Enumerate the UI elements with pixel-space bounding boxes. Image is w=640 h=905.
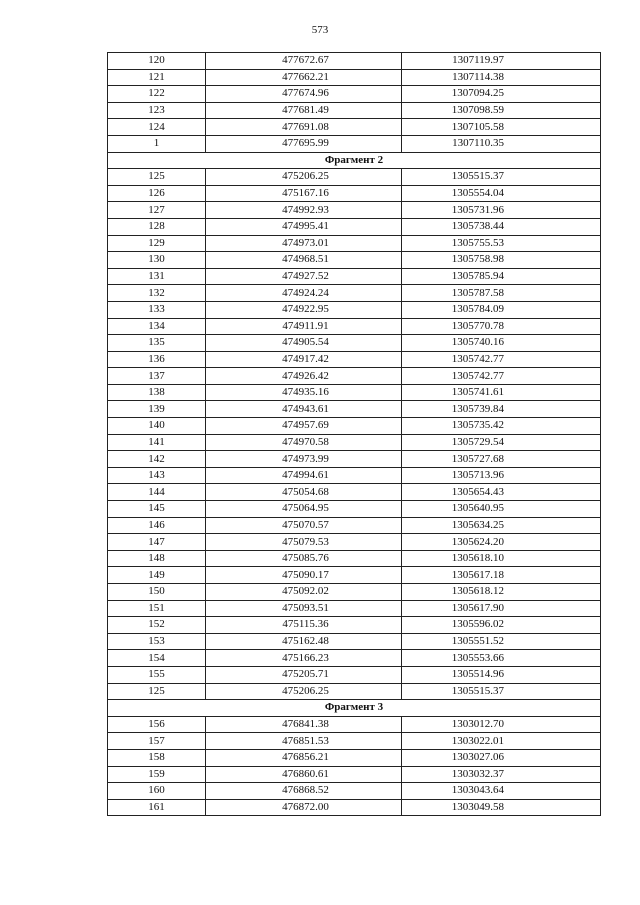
fragment-title: Фрагмент 3 bbox=[108, 700, 601, 717]
x-coordinate-cell: 474957.69 bbox=[206, 418, 402, 435]
y-coordinate-cell: 1305596.02 bbox=[402, 617, 601, 634]
fragment-header-row bbox=[108, 700, 601, 717]
point-number-cell: 143 bbox=[108, 467, 206, 484]
y-coordinate-cell: 1305740.16 bbox=[402, 335, 601, 352]
y-coordinate-cell: 1307114.38 bbox=[402, 69, 601, 86]
table-row bbox=[108, 368, 601, 385]
x-coordinate-cell: 475090.17 bbox=[206, 567, 402, 584]
y-coordinate-cell: 1303043.64 bbox=[402, 783, 601, 800]
x-coordinate-cell: 475115.36 bbox=[206, 617, 402, 634]
table-row bbox=[108, 600, 601, 617]
table-row bbox=[108, 584, 601, 601]
y-coordinate-cell: 1307098.59 bbox=[402, 102, 601, 119]
y-coordinate-cell: 1305634.25 bbox=[402, 517, 601, 534]
x-coordinate-cell: 477674.96 bbox=[206, 86, 402, 103]
point-number-cell: 159 bbox=[108, 766, 206, 783]
x-coordinate-cell: 475166.23 bbox=[206, 650, 402, 667]
x-coordinate-cell: 474973.99 bbox=[206, 451, 402, 468]
x-coordinate-cell: 474970.58 bbox=[206, 434, 402, 451]
table-row bbox=[108, 53, 601, 70]
table-row bbox=[108, 716, 601, 733]
table-row bbox=[108, 666, 601, 683]
point-number-cell: 140 bbox=[108, 418, 206, 435]
point-number-cell: 141 bbox=[108, 434, 206, 451]
x-coordinate-cell: 474911.91 bbox=[206, 318, 402, 335]
x-coordinate-cell: 475054.68 bbox=[206, 484, 402, 501]
y-coordinate-cell: 1305785.94 bbox=[402, 268, 601, 285]
point-number-cell: 136 bbox=[108, 351, 206, 368]
point-number-cell: 134 bbox=[108, 318, 206, 335]
x-coordinate-cell: 475079.53 bbox=[206, 534, 402, 551]
y-coordinate-cell: 1305624.20 bbox=[402, 534, 601, 551]
x-coordinate-cell: 476868.52 bbox=[206, 783, 402, 800]
table-row bbox=[108, 185, 601, 202]
fragment-title: Фрагмент 2 bbox=[108, 152, 601, 169]
y-coordinate-cell: 1305739.84 bbox=[402, 401, 601, 418]
table-row bbox=[108, 434, 601, 451]
y-coordinate-cell: 1305742.77 bbox=[402, 368, 601, 385]
table-row bbox=[108, 467, 601, 484]
y-coordinate-cell: 1305729.54 bbox=[402, 434, 601, 451]
coordinates-table-body bbox=[108, 53, 601, 816]
x-coordinate-cell: 477695.99 bbox=[206, 135, 402, 152]
x-coordinate-cell: 475205.71 bbox=[206, 666, 402, 683]
y-coordinate-cell: 1305742.77 bbox=[402, 351, 601, 368]
point-number-cell: 155 bbox=[108, 666, 206, 683]
point-number-cell: 157 bbox=[108, 733, 206, 750]
x-coordinate-cell: 476860.61 bbox=[206, 766, 402, 783]
x-coordinate-cell: 474935.16 bbox=[206, 384, 402, 401]
point-number-cell: 135 bbox=[108, 335, 206, 352]
x-coordinate-cell: 477672.67 bbox=[206, 53, 402, 70]
table-row bbox=[108, 268, 601, 285]
point-number-cell: 122 bbox=[108, 86, 206, 103]
table-row bbox=[108, 235, 601, 252]
table-row bbox=[108, 318, 601, 335]
x-coordinate-cell: 475162.48 bbox=[206, 633, 402, 650]
y-coordinate-cell: 1303032.37 bbox=[402, 766, 601, 783]
x-coordinate-cell: 476841.38 bbox=[206, 716, 402, 733]
table-row bbox=[108, 550, 601, 567]
point-number-cell: 144 bbox=[108, 484, 206, 501]
point-number-cell: 124 bbox=[108, 119, 206, 136]
y-coordinate-cell: 1307110.35 bbox=[402, 135, 601, 152]
y-coordinate-cell: 1305618.10 bbox=[402, 550, 601, 567]
point-number-cell: 121 bbox=[108, 69, 206, 86]
point-number-cell: 142 bbox=[108, 451, 206, 468]
table-row bbox=[108, 301, 601, 318]
point-number-cell: 161 bbox=[108, 799, 206, 816]
x-coordinate-cell: 476856.21 bbox=[206, 749, 402, 766]
point-number-cell: 151 bbox=[108, 600, 206, 617]
y-coordinate-cell: 1305741.61 bbox=[402, 384, 601, 401]
point-number-cell: 123 bbox=[108, 102, 206, 119]
x-coordinate-cell: 475085.76 bbox=[206, 550, 402, 567]
fragment-header-row bbox=[108, 152, 601, 169]
y-coordinate-cell: 1305784.09 bbox=[402, 301, 601, 318]
x-coordinate-cell: 475064.95 bbox=[206, 501, 402, 518]
x-coordinate-cell: 474992.93 bbox=[206, 202, 402, 219]
x-coordinate-cell: 475070.57 bbox=[206, 517, 402, 534]
table-row bbox=[108, 766, 601, 783]
table-row bbox=[108, 733, 601, 750]
x-coordinate-cell: 474994.61 bbox=[206, 467, 402, 484]
point-number-cell: 127 bbox=[108, 202, 206, 219]
table-row bbox=[108, 617, 601, 634]
x-coordinate-cell: 474973.01 bbox=[206, 235, 402, 252]
y-coordinate-cell: 1305514.96 bbox=[402, 666, 601, 683]
point-number-cell: 158 bbox=[108, 749, 206, 766]
x-coordinate-cell: 474922.95 bbox=[206, 301, 402, 318]
x-coordinate-cell: 474927.52 bbox=[206, 268, 402, 285]
x-coordinate-cell: 474943.61 bbox=[206, 401, 402, 418]
table-row bbox=[108, 169, 601, 186]
x-coordinate-cell: 474924.24 bbox=[206, 285, 402, 302]
table-row bbox=[108, 135, 601, 152]
y-coordinate-cell: 1307119.97 bbox=[402, 53, 601, 70]
point-number-cell: 146 bbox=[108, 517, 206, 534]
table-row bbox=[108, 69, 601, 86]
y-coordinate-cell: 1305640.95 bbox=[402, 501, 601, 518]
point-number-cell: 154 bbox=[108, 650, 206, 667]
y-coordinate-cell: 1305554.04 bbox=[402, 185, 601, 202]
y-coordinate-cell: 1305755.53 bbox=[402, 235, 601, 252]
y-coordinate-cell: 1305551.52 bbox=[402, 633, 601, 650]
y-coordinate-cell: 1303027.06 bbox=[402, 749, 601, 766]
point-number-cell: 130 bbox=[108, 252, 206, 269]
x-coordinate-cell: 475206.25 bbox=[206, 169, 402, 186]
table-row bbox=[108, 202, 601, 219]
table-row bbox=[108, 351, 601, 368]
x-coordinate-cell: 475167.16 bbox=[206, 185, 402, 202]
table-row bbox=[108, 119, 601, 136]
table-row bbox=[108, 799, 601, 816]
point-number-cell: 139 bbox=[108, 401, 206, 418]
point-number-cell: 152 bbox=[108, 617, 206, 634]
point-number-cell: 150 bbox=[108, 584, 206, 601]
table-row bbox=[108, 534, 601, 551]
point-number-cell: 131 bbox=[108, 268, 206, 285]
table-row bbox=[108, 418, 601, 435]
y-coordinate-cell: 1307094.25 bbox=[402, 86, 601, 103]
point-number-cell: 1 bbox=[108, 135, 206, 152]
x-coordinate-cell: 474995.41 bbox=[206, 218, 402, 235]
x-coordinate-cell: 477691.08 bbox=[206, 119, 402, 136]
point-number-cell: 145 bbox=[108, 501, 206, 518]
point-number-cell: 147 bbox=[108, 534, 206, 551]
point-number-cell: 129 bbox=[108, 235, 206, 252]
y-coordinate-cell: 1305618.12 bbox=[402, 584, 601, 601]
y-coordinate-cell: 1305515.37 bbox=[402, 683, 601, 700]
table-row bbox=[108, 86, 601, 103]
y-coordinate-cell: 1305787.58 bbox=[402, 285, 601, 302]
y-coordinate-cell: 1305731.96 bbox=[402, 202, 601, 219]
x-coordinate-cell: 477662.21 bbox=[206, 69, 402, 86]
table-row bbox=[108, 683, 601, 700]
table-row bbox=[108, 451, 601, 468]
table-row bbox=[108, 401, 601, 418]
point-number-cell: 133 bbox=[108, 301, 206, 318]
table-row bbox=[108, 567, 601, 584]
coordinates-table bbox=[107, 52, 601, 816]
x-coordinate-cell: 474926.42 bbox=[206, 368, 402, 385]
y-coordinate-cell: 1305727.68 bbox=[402, 451, 601, 468]
y-coordinate-cell: 1305713.96 bbox=[402, 467, 601, 484]
y-coordinate-cell: 1305758.98 bbox=[402, 252, 601, 269]
y-coordinate-cell: 1305654.43 bbox=[402, 484, 601, 501]
page-number: 573 bbox=[311, 24, 329, 36]
y-coordinate-cell: 1303022.01 bbox=[402, 733, 601, 750]
point-number-cell: 126 bbox=[108, 185, 206, 202]
y-coordinate-cell: 1305735.42 bbox=[402, 418, 601, 435]
table-row bbox=[108, 517, 601, 534]
point-number-cell: 156 bbox=[108, 716, 206, 733]
table-row bbox=[108, 484, 601, 501]
table-row bbox=[108, 633, 601, 650]
point-number-cell: 132 bbox=[108, 285, 206, 302]
x-coordinate-cell: 474905.54 bbox=[206, 335, 402, 352]
x-coordinate-cell: 474917.42 bbox=[206, 351, 402, 368]
x-coordinate-cell: 475206.25 bbox=[206, 683, 402, 700]
table-row bbox=[108, 783, 601, 800]
y-coordinate-cell: 1305738.44 bbox=[402, 218, 601, 235]
y-coordinate-cell: 1303012.70 bbox=[402, 716, 601, 733]
point-number-cell: 137 bbox=[108, 368, 206, 385]
table-row bbox=[108, 749, 601, 766]
table-row bbox=[108, 501, 601, 518]
table-row bbox=[108, 384, 601, 401]
point-number-cell: 160 bbox=[108, 783, 206, 800]
x-coordinate-cell: 477681.49 bbox=[206, 102, 402, 119]
point-number-cell: 148 bbox=[108, 550, 206, 567]
y-coordinate-cell: 1303049.58 bbox=[402, 799, 601, 816]
x-coordinate-cell: 474968.51 bbox=[206, 252, 402, 269]
table-row bbox=[108, 252, 601, 269]
table-row bbox=[108, 102, 601, 119]
y-coordinate-cell: 1305770.78 bbox=[402, 318, 601, 335]
x-coordinate-cell: 475093.51 bbox=[206, 600, 402, 617]
x-coordinate-cell: 476872.00 bbox=[206, 799, 402, 816]
point-number-cell: 125 bbox=[108, 169, 206, 186]
y-coordinate-cell: 1305617.18 bbox=[402, 567, 601, 584]
point-number-cell: 138 bbox=[108, 384, 206, 401]
x-coordinate-cell: 475092.02 bbox=[206, 584, 402, 601]
y-coordinate-cell: 1305553.66 bbox=[402, 650, 601, 667]
point-number-cell: 149 bbox=[108, 567, 206, 584]
point-number-cell: 125 bbox=[108, 683, 206, 700]
point-number-cell: 153 bbox=[108, 633, 206, 650]
y-coordinate-cell: 1305515.37 bbox=[402, 169, 601, 186]
y-coordinate-cell: 1307105.58 bbox=[402, 119, 601, 136]
table-row bbox=[108, 335, 601, 352]
point-number-cell: 128 bbox=[108, 218, 206, 235]
table-row bbox=[108, 285, 601, 302]
table-row bbox=[108, 218, 601, 235]
x-coordinate-cell: 476851.53 bbox=[206, 733, 402, 750]
point-number-cell: 120 bbox=[108, 53, 206, 70]
y-coordinate-cell: 1305617.90 bbox=[402, 600, 601, 617]
table-row bbox=[108, 650, 601, 667]
